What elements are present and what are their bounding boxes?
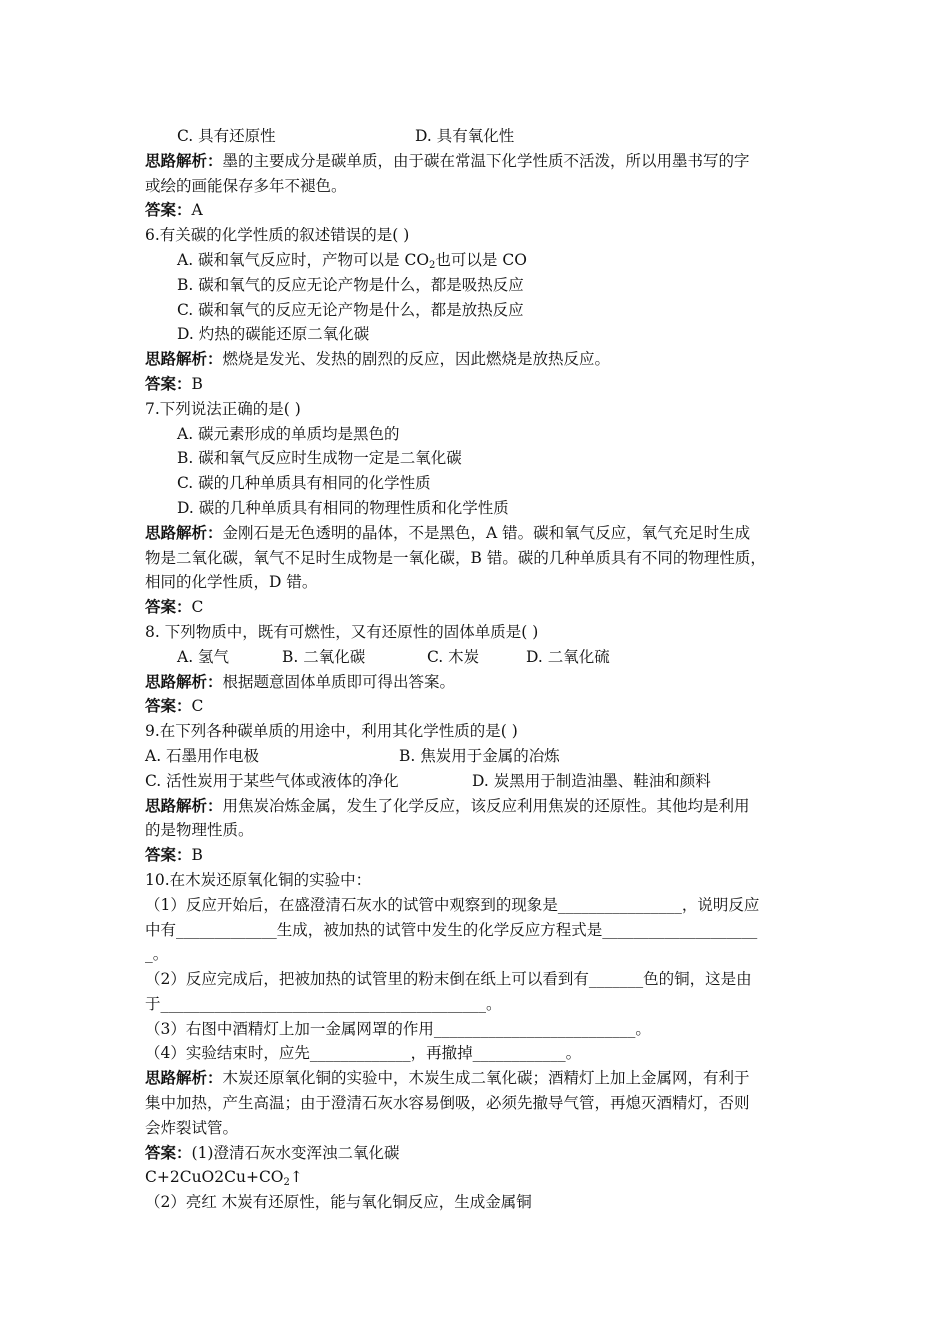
q6-option-a-text: A. 碳和氧气反应时，产物可以是 CO bbox=[177, 250, 430, 269]
analysis-label: 思路解析： bbox=[145, 795, 223, 815]
document-content bbox=[145, 124, 825, 1215]
subscript: 2 bbox=[429, 259, 436, 271]
q7-option-d: D. 碳的几种单质具有相同的物理性质和化学性质 bbox=[177, 498, 509, 517]
analysis-text: 木炭还原氧化铜的实验中，木炭生成二氧化碳；酒精灯上加上金属网，有利于 bbox=[222, 1069, 750, 1088]
answer-label: 答案： bbox=[145, 845, 192, 865]
answer-value: B bbox=[191, 846, 203, 865]
q6-option-b: B. 碳和氧气的反应无论产物是什么，都是吸热反应 bbox=[177, 275, 524, 294]
q10-analysis-cont: 集中加热，产生高温；由于澄清石灰水容易倒吸，必须先撤导气管，再熄灭酒精灯，否则 bbox=[145, 1094, 750, 1113]
analysis-text: 根据题意固体单质即可得出答案。 bbox=[222, 672, 456, 691]
q6-option-c: C. 碳和氧气的反应无论产物是什么，都是放热反应 bbox=[177, 300, 524, 319]
q5-analysis-cont: 或绘的画能保存多年不褪色。 bbox=[145, 176, 347, 195]
q9-option-a: A. 石墨用作电极 bbox=[145, 746, 260, 765]
q10-analysis bbox=[145, 1066, 825, 1091]
q9-options-row-1 bbox=[145, 744, 825, 769]
q9-analysis bbox=[145, 794, 825, 819]
q9-analysis-cont: 的是物理性质。 bbox=[145, 821, 254, 840]
q10-analysis-cont: 会炸裂试管。 bbox=[145, 1118, 239, 1137]
q7-analysis-cont: 相同的化学性质，D 错。 bbox=[145, 573, 318, 592]
answer-label: 答案： bbox=[145, 696, 192, 716]
q10-answer bbox=[145, 1141, 825, 1166]
answer-label: 答案： bbox=[145, 1142, 192, 1162]
q9-option-d: D. 炭黑用于制造油墨、鞋油和颜料 bbox=[472, 771, 711, 790]
q7-option-c: C. 碳的几种单质具有相同的化学性质 bbox=[177, 474, 431, 493]
q9-stem: 9.在下列各种碳单质的用途中，利用其化学性质的是( ) bbox=[145, 722, 518, 741]
q9-option-b: B. 焦炭用于金属的冶炼 bbox=[399, 746, 560, 765]
q10-part-2-cont: 于__________________________________________。 bbox=[145, 994, 502, 1013]
answer-value: (1)澄清石灰水变浑浊二氧化碳 bbox=[191, 1143, 400, 1162]
answer-value: C bbox=[191, 598, 204, 617]
analysis-label: 思路解析： bbox=[145, 671, 223, 691]
q7-option-b: B. 碳和氧气反应时生成物一定是二氧化碳 bbox=[177, 449, 462, 468]
answer-value: A bbox=[191, 201, 203, 220]
q6-option-a-text-end: 也可以是 CO bbox=[435, 250, 527, 269]
q8-option-b: B. 二氧化碳 bbox=[282, 647, 366, 666]
q9-options-row-2 bbox=[145, 769, 825, 794]
q8-stem: 8. 下列物质中，既有可燃性，又有还原性的固体单质是( ) bbox=[145, 622, 539, 641]
q8-option-d: D. 二氧化硫 bbox=[526, 647, 610, 666]
q9-answer bbox=[145, 843, 825, 868]
analysis-text: 燃烧是发光、发热的剧烈的反应，因此燃烧是放热反应。 bbox=[222, 350, 611, 369]
q6-option-d: D. 灼热的碳能还原二氧化碳 bbox=[177, 325, 370, 344]
q8-option-a: A. 氢气 bbox=[177, 647, 230, 666]
answer-label: 答案： bbox=[145, 597, 192, 617]
answer-label: 答案： bbox=[145, 373, 192, 393]
equation-text: C+2CuO2Cu+CO bbox=[145, 1168, 284, 1187]
q8-analysis bbox=[145, 670, 825, 695]
analysis-label: 思路解析： bbox=[145, 349, 223, 369]
analysis-label: 思路解析： bbox=[145, 522, 223, 542]
gas-arrow-icon: ↑ bbox=[289, 1168, 303, 1187]
q10-part-2: （2）反应完成后，把被加热的试管里的粉末倒在纸上可以看到有_______色的铜，这是由 bbox=[145, 970, 752, 989]
q9-option-c: C. 活性炭用于某些气体或液体的净化 bbox=[145, 771, 399, 790]
answer-value: C bbox=[191, 697, 204, 716]
q8-option-c: C. 木炭 bbox=[427, 647, 480, 666]
q8-answer bbox=[145, 694, 825, 719]
q10-part-4: （4）实验结束时，应先_____________，再撤掉____________。 bbox=[145, 1044, 582, 1063]
q7-option-a: A. 碳元素形成的单质均是黑色的 bbox=[177, 424, 400, 443]
q6-option-a bbox=[145, 248, 825, 273]
analysis-text: 用焦炭冶炼金属，发生了化学反应，该反应利用焦炭的还原性。其他均是利用 bbox=[222, 796, 750, 815]
q10-part-1-cont: 中有_____________生成，被加热的试管中发生的化学反应方程式是____________________ bbox=[145, 920, 758, 939]
q6-stem: 6.有关碳的化学性质的叙述错误的是( ) bbox=[145, 226, 410, 245]
q7-answer bbox=[145, 595, 825, 620]
q5-option-d: D. 具有氧化性 bbox=[415, 127, 515, 145]
q7-analysis-cont: 物是二氧化碳，氧气不足时生成物是一氧化碳，B 错。碳的几种单质具有不同的物理性质， bbox=[145, 548, 766, 567]
q5-analysis bbox=[145, 149, 825, 174]
analysis-text: 金刚石是无色透明的晶体，不是黑色，A 错。碳和氧气反应，氧气充足时生成 bbox=[222, 523, 751, 542]
q10-part-1-cont: _。 bbox=[145, 945, 169, 964]
q7-analysis bbox=[145, 521, 825, 546]
q10-answer-2: （2）亮红 木炭有还原性，能与氧化铜反应，生成金属铜 bbox=[145, 1193, 532, 1212]
subscript: 2 bbox=[283, 1177, 290, 1189]
q5-answer bbox=[145, 198, 825, 223]
q10-part-3: （3）右图中酒精灯上加一金属网罩的作用__________________________。 bbox=[145, 1019, 651, 1038]
q10-equation bbox=[145, 1165, 825, 1190]
q6-answer bbox=[145, 372, 825, 397]
answer-label: 答案： bbox=[145, 200, 192, 220]
q5-options-row bbox=[145, 124, 825, 149]
q10-part-1: （1）反应开始后，在盛澄清石灰水的试管中观察到的现象是________________，说明反应 bbox=[145, 895, 760, 914]
q5-option-c: C. 具有还原性 bbox=[177, 127, 276, 145]
q7-stem: 7.下列说法正确的是( ) bbox=[145, 399, 301, 418]
q10-stem: 10.在木炭还原氧化铜的实验中： bbox=[145, 870, 372, 889]
analysis-label: 思路解析： bbox=[145, 1068, 223, 1088]
answer-value: B bbox=[191, 374, 203, 393]
analysis-text: 墨的主要成分是碳单质，由于碳在常温下化学性质不活泼，所以用墨书写的字 bbox=[222, 151, 750, 170]
q8-options-row bbox=[145, 645, 825, 670]
analysis-label: 思路解析： bbox=[145, 150, 223, 170]
q6-analysis bbox=[145, 347, 825, 372]
